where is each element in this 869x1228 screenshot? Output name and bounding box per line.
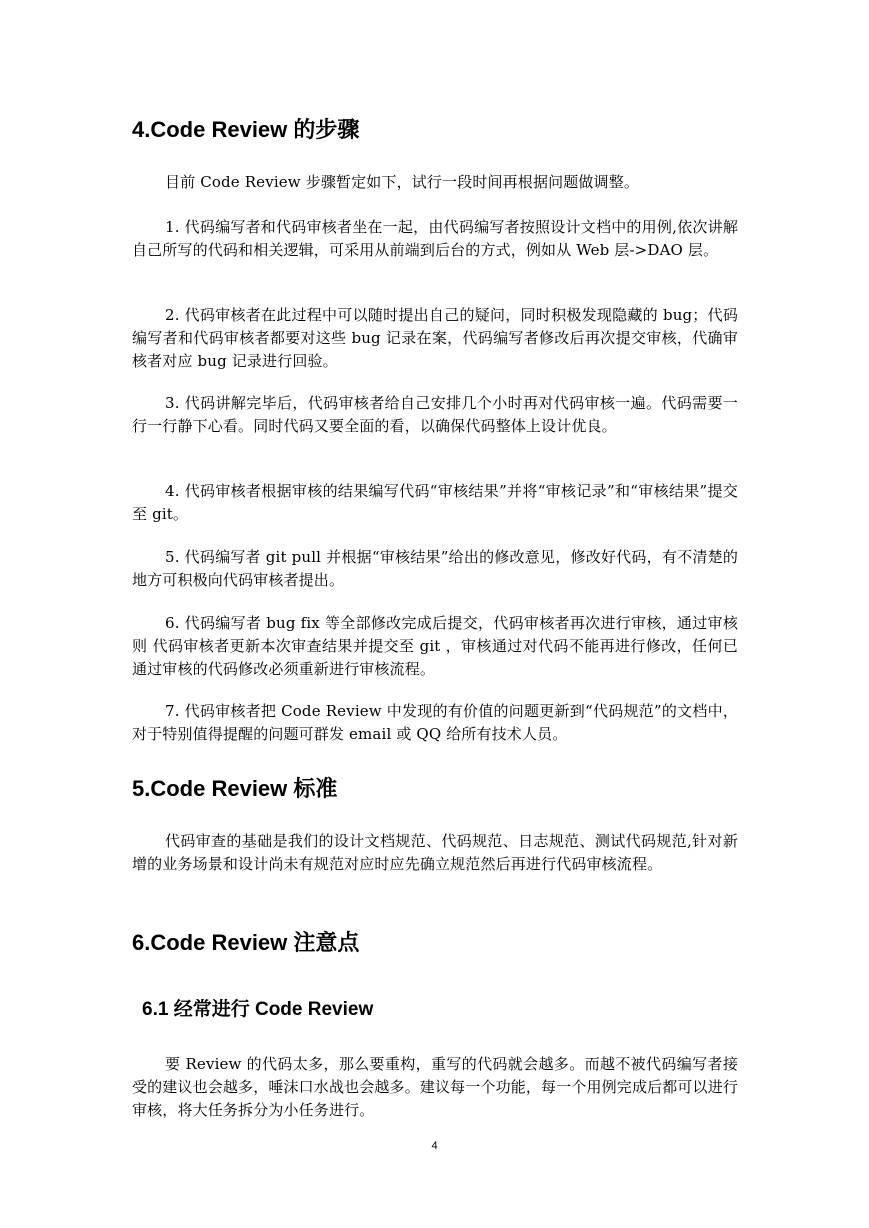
section-5-heading: 5.Code Review 标准 <box>132 776 338 801</box>
step-4-paragraph: 4. 代码审核者根据审核的结果编写代码“审核结果”并将“审核记录”和“审核结果”提交至 git。 <box>132 482 738 523</box>
step-3-paragraph: 3. 代码讲解完毕后，代码审核者给自己安排几个小时再对代码审核一遍。代码需要一行一行静下心看。同时代码又要全面的看，以确保代码整体上设计优良。 <box>132 394 738 435</box>
step-2-paragraph: 2. 代码审核者在此过程中可以随时提出自己的疑问，同时积极发现隐藏的 bug；代码编写者和代码审核者都要对这些 bug 记录在案，代码编写者修改后再次提交审核，代确审核者对应 bug 记录进行回验。 <box>132 306 738 370</box>
section-6-1-heading: 6.1 经常进行 Code Review <box>142 999 374 1020</box>
section-6-heading: 6.Code Review 注意点 <box>132 930 360 955</box>
step-6-paragraph: 6. 代码编写者 bug fix 等全部修改完成后提交，代码审核者再次进行审核，通过审核则 代码审核者更新本次审查结果并提交至 git ，审核通过对代码不能再进行修改，任何已通过审核的代码修改必须重新进行审核流程。 <box>132 614 738 678</box>
section-4-heading: 4.Code Review 的步骤 <box>132 117 360 142</box>
section-4-intro: 目前 Code Review 步骤暂定如下，试行一段时间再根据问题做调整。 <box>165 173 640 191</box>
step-5-paragraph: 5. 代码编写者 git pull 并根据“审核结果”给出的修改意见，修改好代码，有不清楚的地方可积极向代码审核者提出。 <box>132 548 738 589</box>
section-6-1-body: 要 Review 的代码太多，那么要重构，重写的代码就会越多。而越不被代码编写者接受的建议也会越多，唾沫口水战也会越多。建议每一个功能，每一个用例完成后都可以进行审核，将大任务拆分为小任务进行。 <box>132 1055 739 1119</box>
step-1-paragraph: 1. 代码编写者和代码审核者坐在一起，由代码编写者按照设计文档中的用例,依次讲解自己所写的代码和相关逻辑，可采用从前端到后台的方式，例如从 Web 层->DAO 层。 <box>132 218 738 259</box>
page-number: 4 <box>431 1140 438 1152</box>
step-7-paragraph: 7. 代码审核者把 Code Review 中发现的有价值的问题更新到“代码规范”的文档中，对于特别值得提醒的问题可群发 email 或 QQ 给所有技术人员。 <box>132 702 738 743</box>
section-5-body: 代码审查的基础是我们的设计文档规范、代码规范、日志规范、测试代码规范,针对新增的业务场景和设计尚未有规范对应时应先确立规范然后再进行代码审核流程。 <box>132 832 738 873</box>
